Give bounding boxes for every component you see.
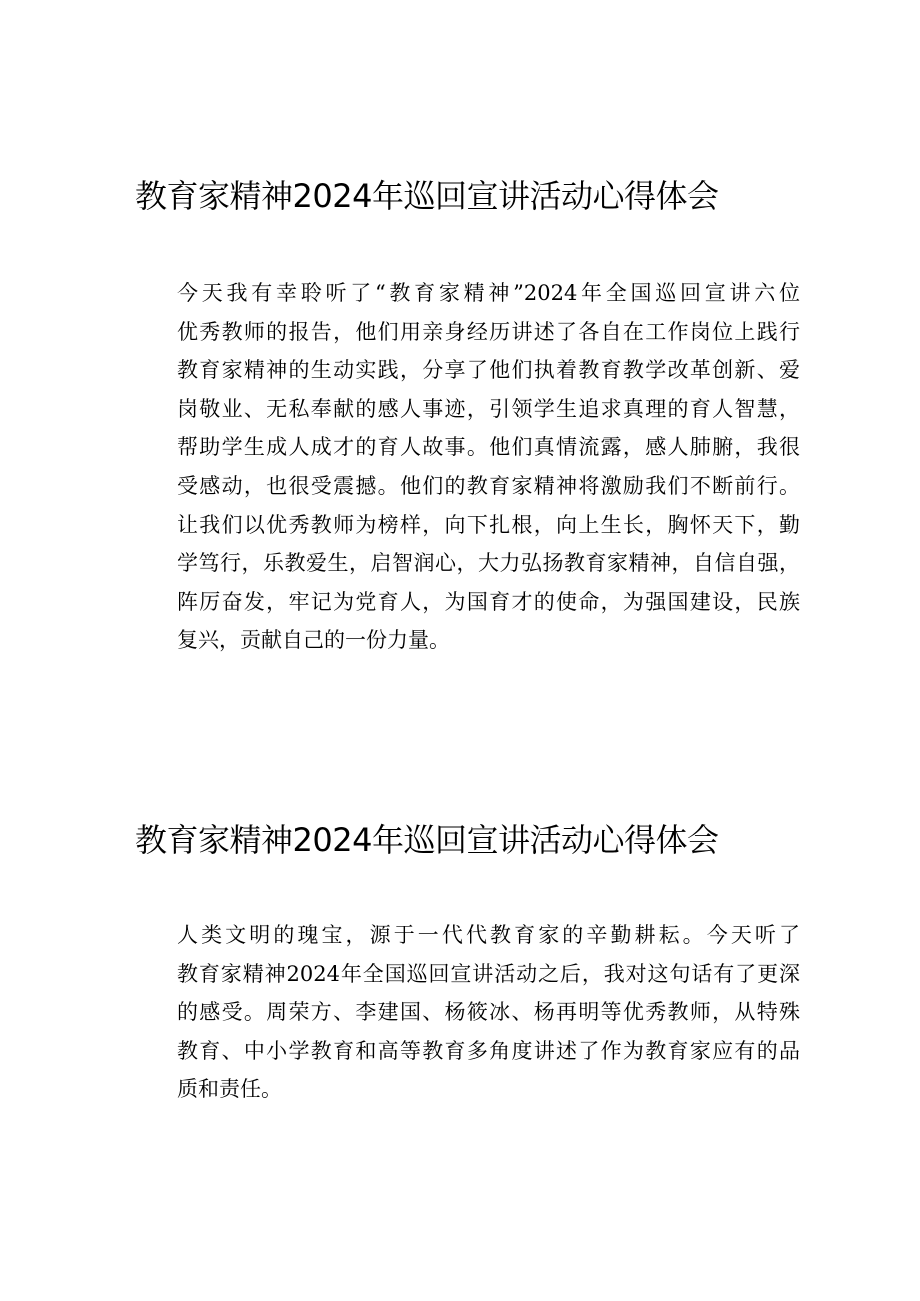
paragraph-line: 教育家精神2024年全国巡回宣讲活动之后，我对这句话有了更深 — [177, 961, 800, 986]
paragraph-line: 教育、中小学教育和高等教育多角度讲述了作为教育家应有的品 — [177, 1038, 800, 1063]
paragraph-line: 复兴，贡献自己的一份力量。 — [177, 628, 450, 653]
paragraph-line: 阵厉奋发，牢记为党育人，为国育才的使命，为强国建设，民族 — [177, 589, 800, 614]
paragraph-line: 质和责任。 — [177, 1077, 282, 1102]
section-paragraph — [135, 916, 800, 1109]
paragraph-line: 学笃行，乐教爱生，启智润心，大力弘扬教育家精神，自信自强， — [177, 551, 800, 576]
article-section-2 — [135, 816, 800, 1109]
paragraph-line: 教育家精神的生动实践，分享了他们执着教育教学改革创新、爱 — [177, 358, 800, 383]
section-title: 教育家精神2024年巡回宣讲活动心得体会 — [135, 177, 719, 215]
paragraph-line: 人类文明的瑰宝，源于一代代教育家的辛勤耕耘。今天听了 — [177, 923, 800, 947]
article-section-1 — [135, 172, 800, 660]
paragraph-line: 帮助学生成人成才的育人故事。他们真情流露，感人肺腑，我很 — [177, 435, 800, 460]
paragraph-line: 的感受。周荣方、李建国、杨筱冰、杨再明等优秀教师，从特殊 — [177, 1000, 800, 1025]
section-paragraph — [135, 274, 800, 660]
paragraph-line: 让我们以优秀教师为榜样，向下扎根，向上生长，胸怀天下，勤 — [177, 512, 800, 537]
section-title: 教育家精神2024年巡回宣讲活动心得体会 — [135, 821, 719, 859]
paragraph-line: 优秀教师的报告，他们用亲身经历讲述了各自在工作岗位上践行 — [177, 319, 800, 344]
paragraph-line: 今天我有幸聆听了“教育家精神”2024年全国巡回宣讲六位 — [177, 281, 800, 305]
paragraph-line: 受感动，也很受震撼。他们的教育家精神将激励我们不断前行。 — [177, 473, 800, 498]
paragraph-line: 岗敬业、无私奉献的感人事迹，引领学生追求真理的育人智慧， — [177, 396, 800, 421]
